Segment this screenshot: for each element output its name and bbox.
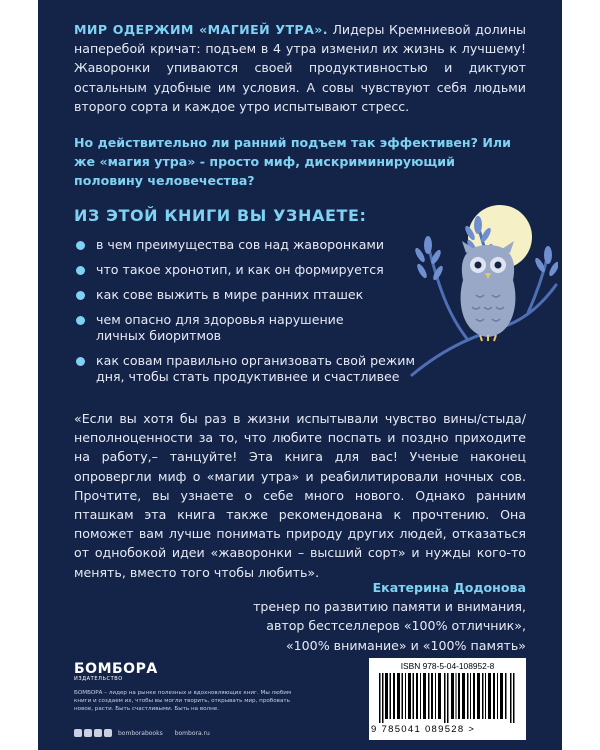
list-item: [74, 312, 346, 344]
bullet-dot-icon: [76, 357, 85, 366]
social-links: [74, 729, 210, 737]
list-item-text: как совам правильно организовать свой режим дня, чтобы стать продуктивнее и счастливее: [96, 353, 415, 384]
publisher-subtitle: ИЗДАТЕЛЬСТВО: [74, 676, 123, 682]
back-cover: [38, 0, 562, 750]
youtube-icon: [104, 729, 112, 737]
list-item: [74, 353, 441, 385]
learn-list: [74, 237, 464, 385]
isbn-label: ISBN 978-5-04-108952-8: [400, 661, 495, 671]
list-item: [74, 262, 464, 278]
bullet-dot-icon: [76, 266, 85, 275]
owl-icon: [461, 241, 516, 341]
quote-author: [253, 578, 526, 655]
barcode-panel: [369, 658, 526, 740]
publisher-logo: [74, 662, 158, 683]
list-item-text: в чем преимущества сов над жаворонками: [96, 237, 385, 252]
intro-paragraph: [74, 20, 526, 116]
publisher-blurb: БОМБОРА – лидер на рынке полезных и вдохновляющих книг. Мы любим книги и создаем их, чтобы вы могли творить, открывать мир, пробовать новое, расти. Быть счастливыми. Быть на волне.: [74, 690, 292, 712]
intro-lead: МИР ОДЕРЖИМ «МАГИЕЙ УТРА».: [74, 22, 328, 37]
bullet-dot-icon: [76, 316, 85, 325]
barcode-icon: [379, 673, 516, 723]
social-handle: bomborabooks: [118, 729, 163, 737]
bullet-dot-icon: [76, 241, 85, 250]
learn-heading: ИЗ ЭТОЙ КНИГИ ВЫ УЗНАЕТЕ:: [74, 206, 367, 225]
author-name: Екатерина Додонова: [372, 580, 526, 595]
testimonial-quote: «Если вы хотя бы раз в жизни испытывали чувство вины/стыда/неполноценности за то, что любите поспать и поздно приходите на работу,– танцуйте! Эта книга для вас! Ученые наконец опровергли миф о «магии утра» и реабилитировали ночных сов. Прочтите, вы узнаете о себе много нового. Однако ранним пташкам эта книга также рекомендована к прочтению. Она поможет вам лучше понимать природу других людей, отказаться от однобокой идеи «жаворонки – высший сорт» и нужды кого-то менять, вместо того чтобы любить».: [74, 411, 526, 580]
intro-text: Лидеры Кремниевой долины наперебой кричат: подъем в 4 утра изменил их жизнь к лучшему! Жаворонки упиваются своей продуктивностью и диктуют остальным удобные им условия. А совы чувствуют себя людьми второго сорта и каждое утро испытывают стресс.: [74, 22, 526, 114]
list-item-text: как сове выжить в мире ранних пташек: [96, 287, 364, 302]
list-item-text: что такое хронотип, и как он формируется: [96, 262, 384, 277]
list-item-text: чем опасно для здоровья нарушение личных биоритмов: [96, 312, 344, 343]
bullet-dot-icon: [76, 291, 85, 300]
owl-moon-illustration: [408, 185, 558, 385]
vk-icon: [74, 729, 82, 737]
instagram-icon: [94, 729, 102, 737]
list-item: [74, 287, 464, 303]
facebook-icon: [84, 729, 92, 737]
publisher-name: БОМБОРА: [74, 661, 158, 677]
publisher-site: bombora.ru: [174, 729, 210, 737]
questions-paragraph: Но действительно ли ранний подъем так эффективен? Или же «магия утра» - просто миф, дискриминирующий половину человечества?: [74, 135, 511, 189]
author-works-1: автор бестселлеров «100% отличник»,: [266, 618, 526, 634]
author-role: тренер по развитию памяти и внимания,: [253, 599, 526, 615]
barcode-digits: 9 785041 089528 >: [371, 724, 476, 735]
author-works-2: «100% внимание» и «100% память»: [285, 637, 526, 653]
list-item: [74, 237, 464, 253]
